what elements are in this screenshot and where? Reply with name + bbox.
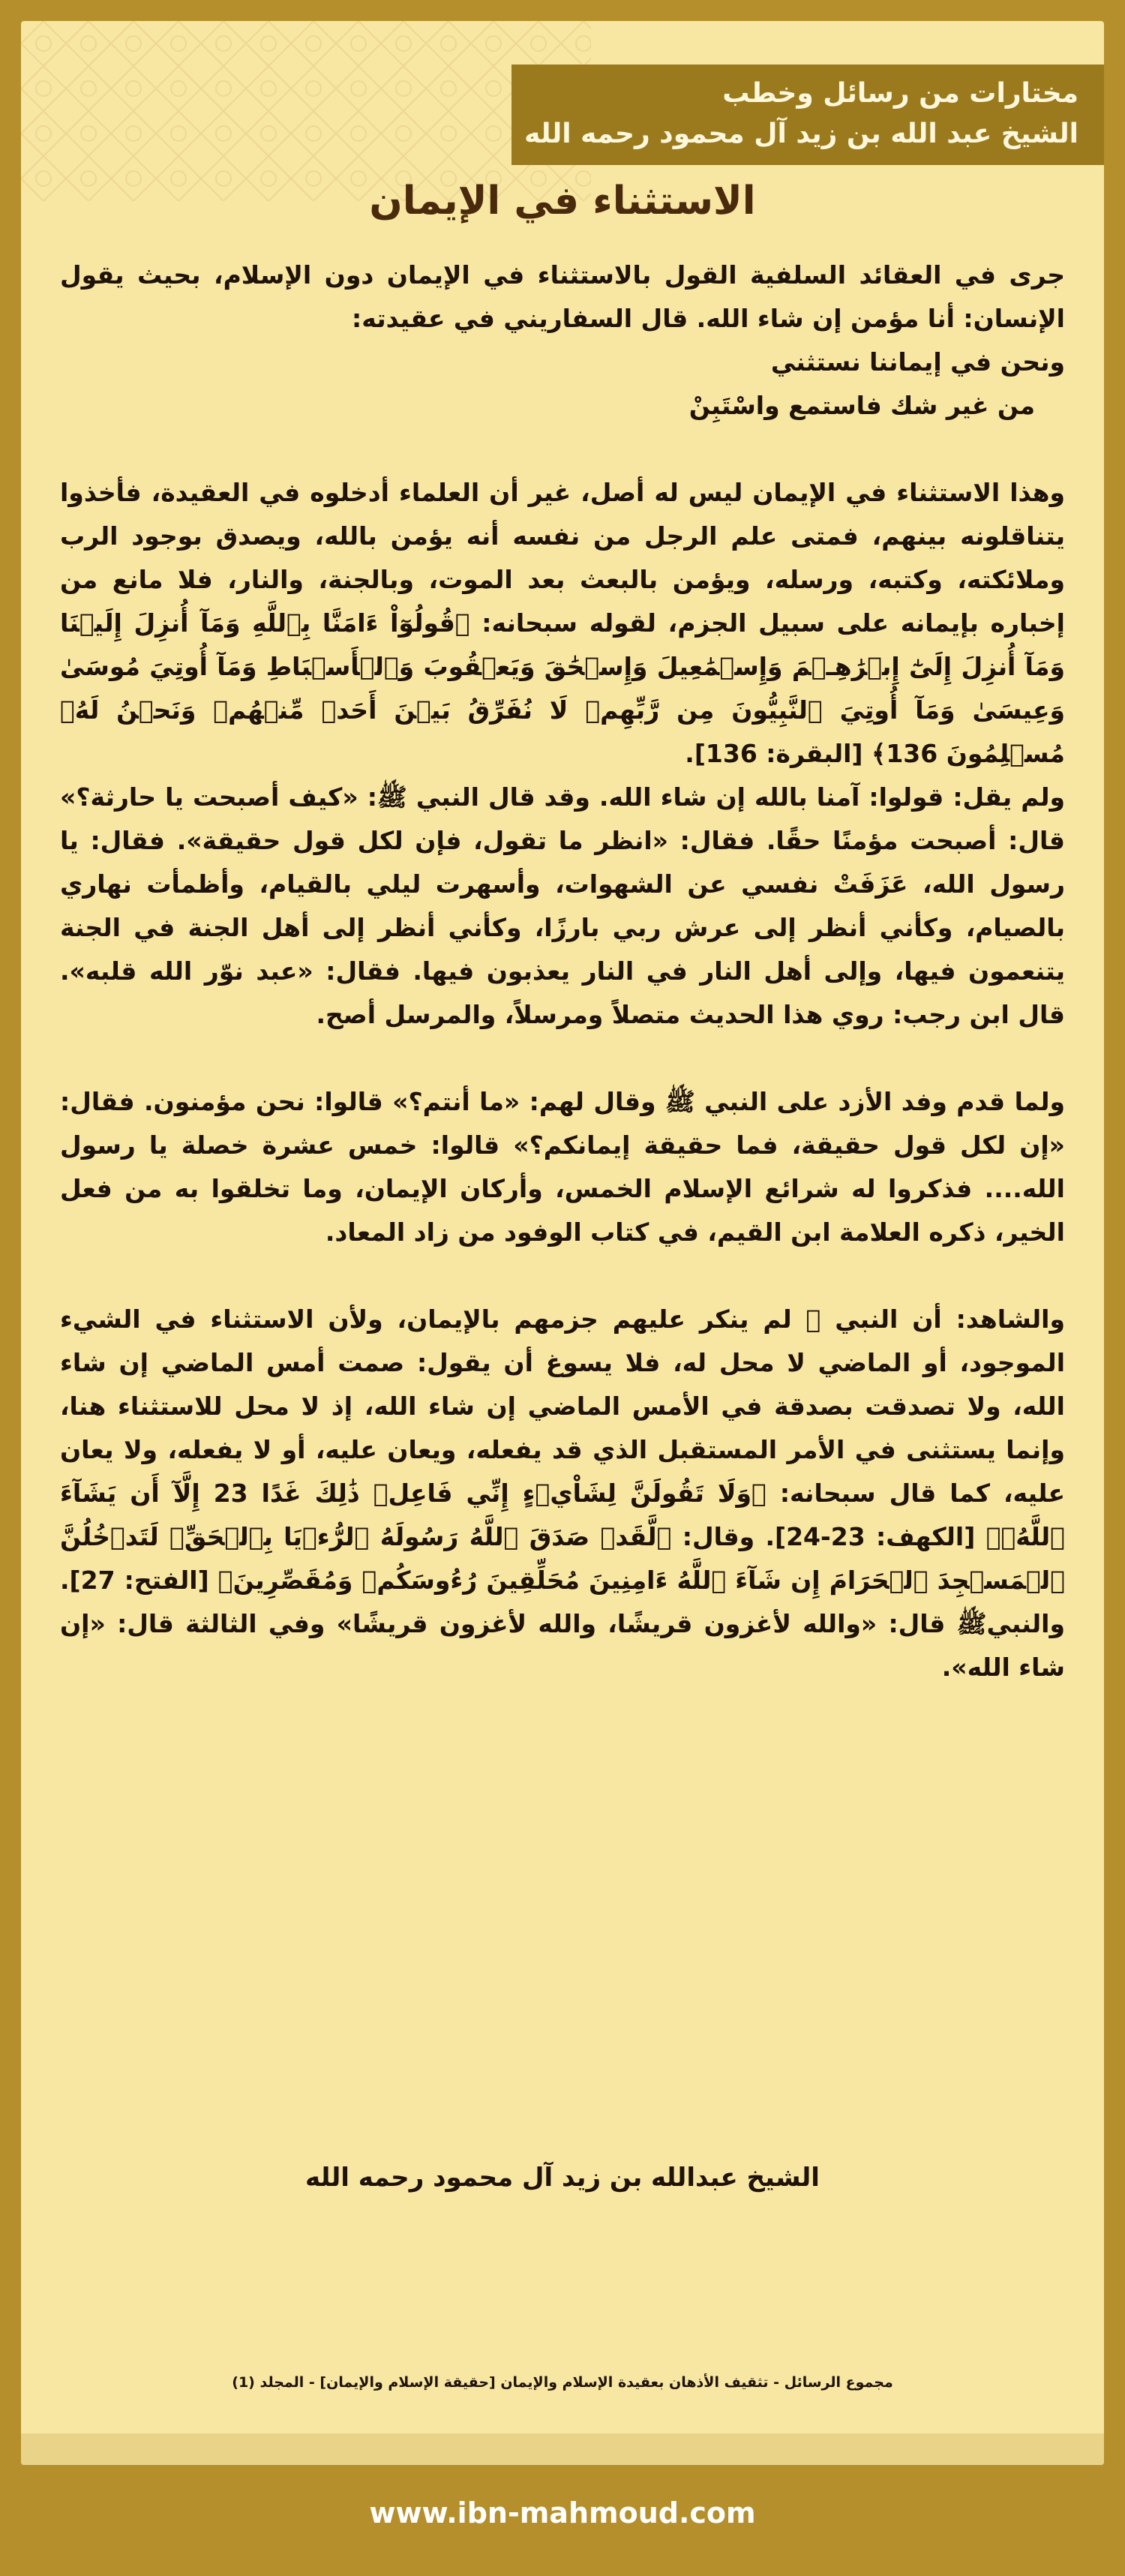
- article-body: [60, 254, 1065, 1733]
- website-link[interactable]: www.ibn-mahmoud.com: [369, 2496, 756, 2529]
- header-series-title: مختارات من رسائل وخطب: [722, 78, 1078, 109]
- paragraph-3: ولم يقل: قولوا: آمنا بالله إن شاء الله. وقد قال النبي ﷺ: «كيف أصبحت يا حارثة؟» قال: أصبحت مؤمنًا حقًا. فقال: «انظر ما تقول، فإن لكل قول حقيقة». فقال: يا رسول الله، عَزَفَتْ نفسي عن الشهوات، وأسهرت ليلي بالقيام، وأظمأت نهاري بالصيام، وكأني أنظر إلى عرش ربي بارزًا، وكأني أنظر إلى أهل الجنة في الجنة يتنعمون فيها، وإلى أهل النار في النار يعذبون فيها. فقال: «عبد نوّر الله قلبه». قال ابن رجب: روي هذا الحديث متصلاً ومرسلاً، والمرسل أصح.: [60, 782, 1065, 1029]
- bottom-band: [21, 2433, 1104, 2465]
- footer-bar: [0, 2465, 1125, 2576]
- header-author: الشيخ عبد الله بن زيد آل محمود رحمه الله: [524, 119, 1078, 149]
- document-page: [21, 21, 1104, 2465]
- ornament-pattern-icon: [21, 21, 591, 201]
- header-banner: [512, 65, 1104, 165]
- paragraph-2: وهذا الاستثناء في الإيمان ليس له أصل، غير أن العلماء أدخلوه في العقيدة، فأخذوا يتناقلونه بينهم، فمتى علم الرجل من نفسه أنه يؤمن بالله، ويصدق بوجود الرب وملائكته، وكتبه، ورسله، ويؤمن بالبعث بعد الموت، وبالجنة، والنار، فلا مانع من إخباره بإيمانه على سبيل الجزم، لقوله سبحانه: ﴿قُولُوٓاْ ءَامَنَّا بِٱللَّهِ وَمَآ أُنزِلَ إِلَيۡنَا وَمَآ أُنزِلَ إِلَىٰٓ إِبۡرَٰهِـۧمَ وَإِسۡمَٰعِيلَ وَإِسۡحَٰقَ وَيَعۡقُوبَ وَٱلۡأَسۡبَاطِ وَمَآ أُوتِيَ مُوسَىٰ وَعِيسَىٰ وَمَآ أُوتِيَ ٱلنَّبِيُّونَ مِن رَّبِّهِمۡ لَا نُفَرِّقُ بَيۡنَ أَحَدٖ مِّنۡهُمۡ وَنَحۡنُ لَهُۥ مُسۡلِمُونَ 136﴾ [البقرة: 136].: [60, 478, 1065, 768]
- top-frame: [0, 0, 1125, 21]
- author-signature: الشيخ عبدالله بن زيد آل محمود رحمه الله: [305, 2163, 820, 2193]
- poem-verse-2: من غير شك فاستمع واسْتَبِنْ: [688, 391, 1035, 420]
- poem-verse-1: ونحن في إيماننا نستثني: [770, 347, 1065, 377]
- paragraph-5: والشاهد: أن النبي ﷺ لم ينكر عليهم جزمهم بالإيمان، ولأن الاستثناء في الشيء الموجود، أو الماضي لا محل له، فلا يسوغ أن يقول: صمت أمس الماضي إن شاء الله، ولا تصدقت بصدقة في الأمس الماضي إن شاء الله، إذ لا محل للاستثناء هنا، وإنما يستثنى في الأمر المستقبل الذي قد يفعله، ويعان عليه، أو لا يفعله، ولا يعان عليه، كما قال سبحانه: ﴿وَلَا تَقُولَنَّ لِشَاْيۡءٍ إِنِّي فَاعِلٞ ذَٰلِكَ غَدًا 23 إِلَّآ أَن يَشَآءَ ٱللَّهُۚ﴾ [الكهف: 23-24]. وقال: ﴿لَّقَدۡ صَدَقَ ٱللَّهُ رَسُولَهُ ٱلرُّءۡيَا بِٱلۡحَقِّۖ لَتَدۡخُلُنَّ ٱلۡمَسۡجِدَ ٱلۡحَرَامَ إِن شَآءَ ٱللَّهُ ءَامِنِينَ مُحَلِّقِينَ رُءُوسَكُمۡ وَمُقَصِّرِينَ﴾ [الفتح: 27]. والنبيﷺ قال: «والله لأغزون قريشًا، والله لأغزون قريشًا» وفي الثالثة قال: «إن شاء الله».: [60, 1305, 1065, 1682]
- paragraph-intro: جرى في العقائد السلفية القول بالاستثناء في الإيمان دون الإسلام، بحيث يقول الإنسان: أنا مؤمن إن شاء الله. قال السفاريني في عقيدته:: [60, 260, 1065, 333]
- page-title: الاستثناء في الإيمان: [369, 179, 756, 224]
- source-citation: مجموع الرسائل - تثقيف الأذهان بعقيدة الإسلام والإيمان [حقيقة الإسلام والإيمان] - المجلد (1): [232, 2374, 893, 2391]
- paragraph-4: ولما قدم وفد الأزد على النبي ﷺ وقال لهم: «ما أنتم؟» قالوا: نحن مؤمنون. فقال: «إن لكل قول حقيقة، فما حقيقة إيمانكم؟» قالوا: خمس عشرة خصلة يا رسول الله.... فذكروا له شرائع الإسلام الخمس، وأركان الإيمان، وما تخلقوا به من فعل الخير، ذكره العلامة ابن القيم، في كتاب الوفود من زاد المعاد.: [60, 1087, 1065, 1247]
